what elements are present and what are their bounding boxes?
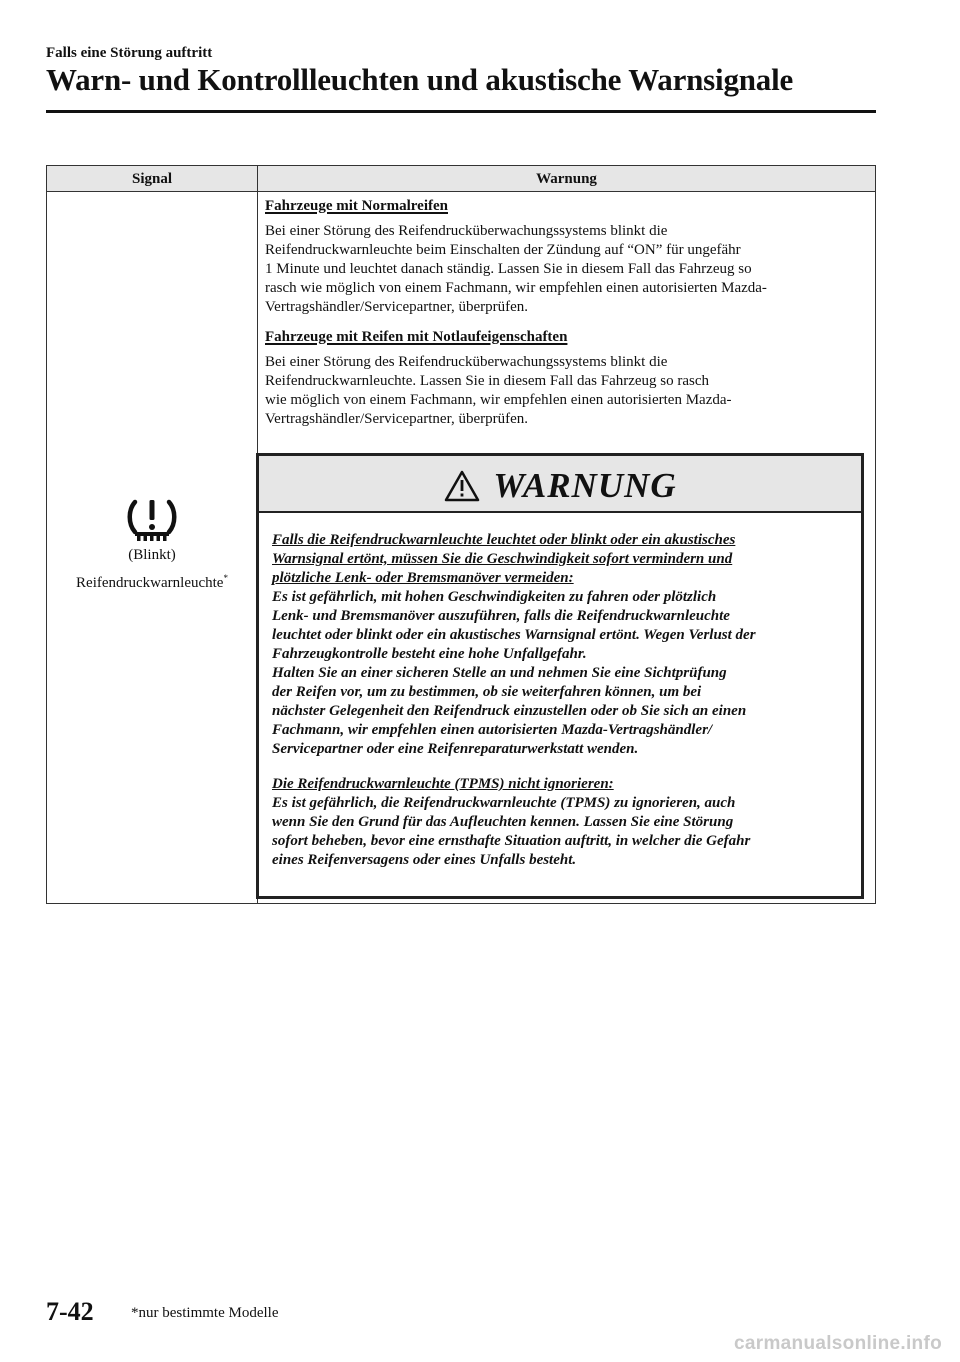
warning-heading-1: [272, 531, 857, 588]
text-line: Vertragshändler/Servicepartner, überprüfen.: [265, 299, 529, 315]
warning-body: [272, 531, 857, 870]
text-line: wenn Sie den Grund für das Aufleuchten kennen. Lassen Sie eine Störung: [272, 814, 734, 830]
table-header: [47, 166, 875, 192]
signal-name-text: Reifendruckwarnleuchte: [76, 575, 224, 591]
text-line: Reifendruckwarnleuchte. Lassen Sie in diesem Fall das Fahrzeug so rasch: [265, 373, 710, 389]
page-number: 7-42: [46, 1297, 94, 1326]
warning-text-1: [272, 588, 857, 759]
text-line: Halten Sie an einer sicheren Stelle an und nehmen Sie eine Sichtprüfung: [272, 665, 727, 681]
text-line: Reifendruckwarnleuchte beim Einschalten der Zündung auf “ON” für ungefähr: [265, 242, 741, 258]
text-line: nächster Gelegenheit den Reifendruck einzustellen oder ob Sie sich an einen: [272, 703, 747, 719]
text-line: plötzliche Lenk- oder Bremsmanöver vermeiden:: [272, 570, 574, 586]
text-line: Fachmann, wir empfehlen einen autorisierten Mazda-Vertragshändler/: [272, 722, 713, 738]
text-line: Bei einer Störung des Reifendrucküberwachungssystems blinkt die: [265, 223, 668, 239]
column-header-warnung: Warnung: [536, 171, 597, 187]
warning-table: [46, 165, 876, 904]
section-runflat-tires: [265, 327, 865, 429]
signal-state: (Blinkt): [128, 547, 176, 563]
text-line: Bei einer Störung des Reifendrucküberwachungssystems blinkt die: [265, 354, 668, 370]
warning-title: WARNUNG: [493, 466, 677, 505]
warning-triangle-icon: [443, 469, 481, 503]
text-line: Fahrzeugkontrolle besteht eine hohe Unfallgefahr.: [272, 646, 587, 662]
text-line: Vertragshändler/Servicepartner, überprüfen.: [265, 411, 529, 427]
text-line: eines Reifenversagens oder eines Unfalls besteht.: [272, 852, 577, 868]
footnote: *nur bestimmte Modelle: [131, 1305, 279, 1321]
section-normal-tires: [265, 196, 865, 317]
warning-box: [256, 453, 864, 899]
text-line: Es ist gefährlich, die Reifendruckwarnleuchte (TPMS) zu ignorieren, auch: [272, 795, 736, 811]
signal-name: [47, 569, 257, 593]
warning-header-content: [443, 466, 676, 506]
text-line: sofort beheben, bevor eine ernsthafte Situation auftritt, in welcher die Gefahr: [272, 833, 751, 849]
section-gap: [265, 317, 865, 327]
text-line: Servicepartner oder eine Reifenreparaturwerkstatt wenden.: [272, 741, 639, 757]
text-line: rasch wie möglich von einem Fachmann, wir empfehlen einen autorisierten Mazda-: [265, 280, 767, 296]
section-text: [265, 353, 865, 429]
section-heading: Fahrzeuge mit Normalreifen: [265, 198, 448, 214]
text-line: der Reifen vor, um zu bestimmen, ob sie weiterfahren können, um bei: [272, 684, 702, 700]
watermark: carmanualsonline.info: [734, 1333, 942, 1354]
footnote-mark: *: [223, 573, 228, 583]
tpms-warning-icon: [126, 496, 178, 542]
text-line: leuchtet oder blinkt oder ein akustisches Warnsignal ertönt. Wegen Verlust der: [272, 627, 756, 643]
warning-text-2: [272, 794, 857, 870]
section-heading: Fahrzeuge mit Reifen mit Notlaufeigenschaften: [265, 329, 568, 345]
text-line: Es ist gefährlich, mit hohen Geschwindigkeiten zu fahren oder plötzlich: [272, 589, 717, 605]
warning-heading-2: Die Reifendruckwarnleuchte (TPMS) nicht ignorieren:: [272, 776, 614, 792]
page-title: Warn- und Kontrollleuchten und akustische Warnsignale: [46, 62, 794, 97]
text-line: Lenk- und Bremsmanöver auszuführen, falls die Reifendruckwarnleuchte: [272, 608, 730, 624]
text-line: 1 Minute und leuchtet danach ständig. Lassen Sie in diesem Fall das Fahrzeug so: [265, 261, 752, 277]
warnung-cell: [265, 196, 865, 429]
section-kicker: Falls eine Störung auftritt: [46, 45, 213, 61]
text-line: wie möglich von einem Fachmann, wir empfehlen einen autorisierten Mazda-: [265, 392, 732, 408]
text-line: Warnsignal ertönt, müssen Sie die Geschwindigkeit sofort vermindern und: [272, 551, 733, 567]
signal-cell: [47, 496, 257, 593]
warning-header: [259, 456, 861, 513]
text-line: Falls die Reifendruckwarnleuchte leuchtet oder blinkt oder ein akustisches: [272, 532, 736, 548]
section-text: [265, 222, 865, 317]
warning-spacer: [272, 759, 857, 775]
title-rule: [46, 110, 876, 113]
column-header-signal: Signal: [131, 171, 173, 187]
